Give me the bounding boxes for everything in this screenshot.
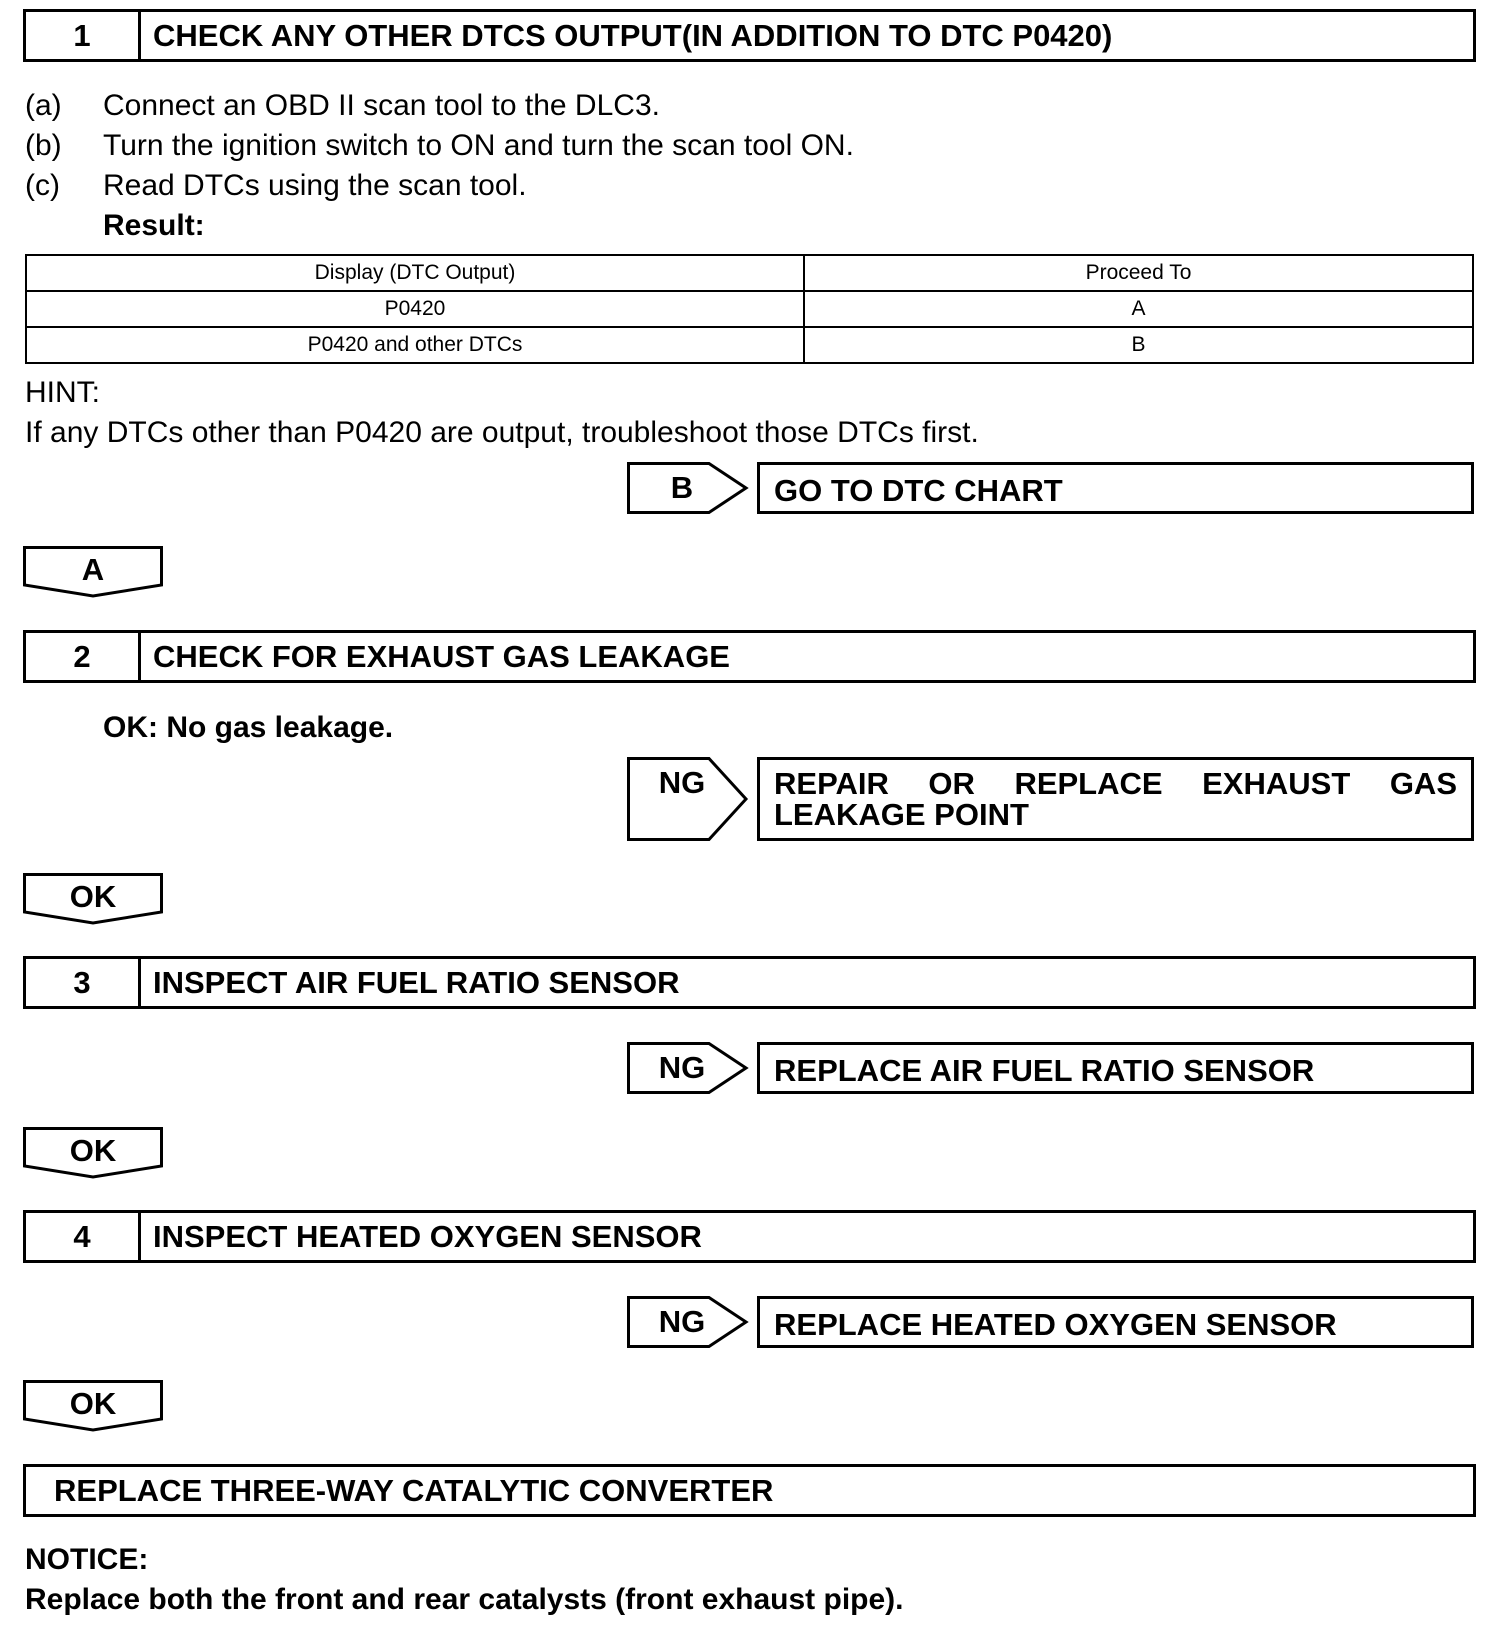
step-1-header [23, 9, 1476, 62]
branch-ng-2-action [757, 757, 1474, 841]
continue-ok-1-label: OK [69, 879, 117, 914]
branch-b-label: B [670, 470, 694, 505]
branch-ng-2-label: NG [658, 765, 706, 800]
final-action-text: REPLACE THREE-WAY CATALYTIC CONVERTER [54, 1472, 774, 1508]
step-3-header [23, 956, 1476, 1009]
result-table [25, 254, 1474, 364]
table-cell: P0420 [26, 291, 804, 327]
instruction-b-marker: (b) [25, 129, 62, 162]
step-2-title: CHECK FOR EXHAUST GAS LEAKAGE [153, 638, 730, 674]
branch-ng-3-action [757, 1042, 1474, 1094]
instruction-a-marker: (a) [25, 89, 62, 122]
instruction-a-text: Connect an OBD II scan tool to the DLC3. [103, 89, 660, 122]
branch-ng-3-action-text: REPLACE AIR FUEL RATIO SENSOR [774, 1053, 1315, 1088]
final-action-box [23, 1464, 1476, 1517]
branch-b-action [757, 462, 1474, 514]
table-cell: B [804, 327, 1473, 363]
hint-label: HINT: [25, 376, 100, 409]
result-label: Result: [103, 209, 205, 242]
instruction-b-text: Turn the ignition switch to ON and turn the scan tool ON. [103, 129, 854, 162]
step-3-title: INSPECT AIR FUEL RATIO SENSOR [153, 964, 680, 1000]
table-header-proceed: Proceed To [804, 255, 1473, 291]
branch-b-action-text: GO TO DTC CHART [774, 473, 1063, 508]
step-3-number: 3 [26, 959, 141, 1006]
instruction-c-text: Read DTCs using the scan tool. [103, 169, 527, 202]
branch-ng-4-action-text: REPLACE HEATED OXYGEN SENSOR [774, 1307, 1337, 1342]
step-4-header [23, 1210, 1476, 1263]
table-row [26, 291, 1473, 327]
step-2-header [23, 630, 1476, 683]
step-1-number: 1 [26, 12, 141, 59]
continue-a-label: A [81, 552, 105, 587]
branch-ng-3-label: NG [658, 1050, 706, 1085]
table-row [26, 327, 1473, 363]
step-4-title: INSPECT HEATED OXYGEN SENSOR [153, 1218, 702, 1254]
table-header-display: Display (DTC Output) [26, 255, 804, 291]
table-header-row [26, 255, 1473, 291]
step-4-number: 4 [26, 1213, 141, 1260]
table-cell: A [804, 291, 1473, 327]
notice-text: Replace both the front and rear catalysts (front exhaust pipe). [25, 1583, 904, 1616]
continue-ok-3-label: OK [69, 1386, 117, 1421]
ok-criteria: OK: No gas leakage. [103, 711, 394, 744]
branch-ng-2-action-text: REPAIR OR REPLACE EXHAUST GAS LEAKAGE POINT [774, 766, 1457, 832]
branch-ng-4-label: NG [658, 1304, 706, 1339]
step-2-number: 2 [26, 633, 141, 680]
notice-label: NOTICE: [25, 1543, 149, 1576]
hint-text: If any DTCs other than P0420 are output, troubleshoot those DTCs first. [25, 416, 979, 449]
step-1-title: CHECK ANY OTHER DTCS OUTPUT(IN ADDITION TO DTC P0420) [153, 17, 1113, 53]
table-cell: P0420 and other DTCs [26, 327, 804, 363]
continue-ok-2-label: OK [69, 1133, 117, 1168]
instruction-c-marker: (c) [25, 169, 60, 202]
branch-ng-4-action [757, 1296, 1474, 1348]
